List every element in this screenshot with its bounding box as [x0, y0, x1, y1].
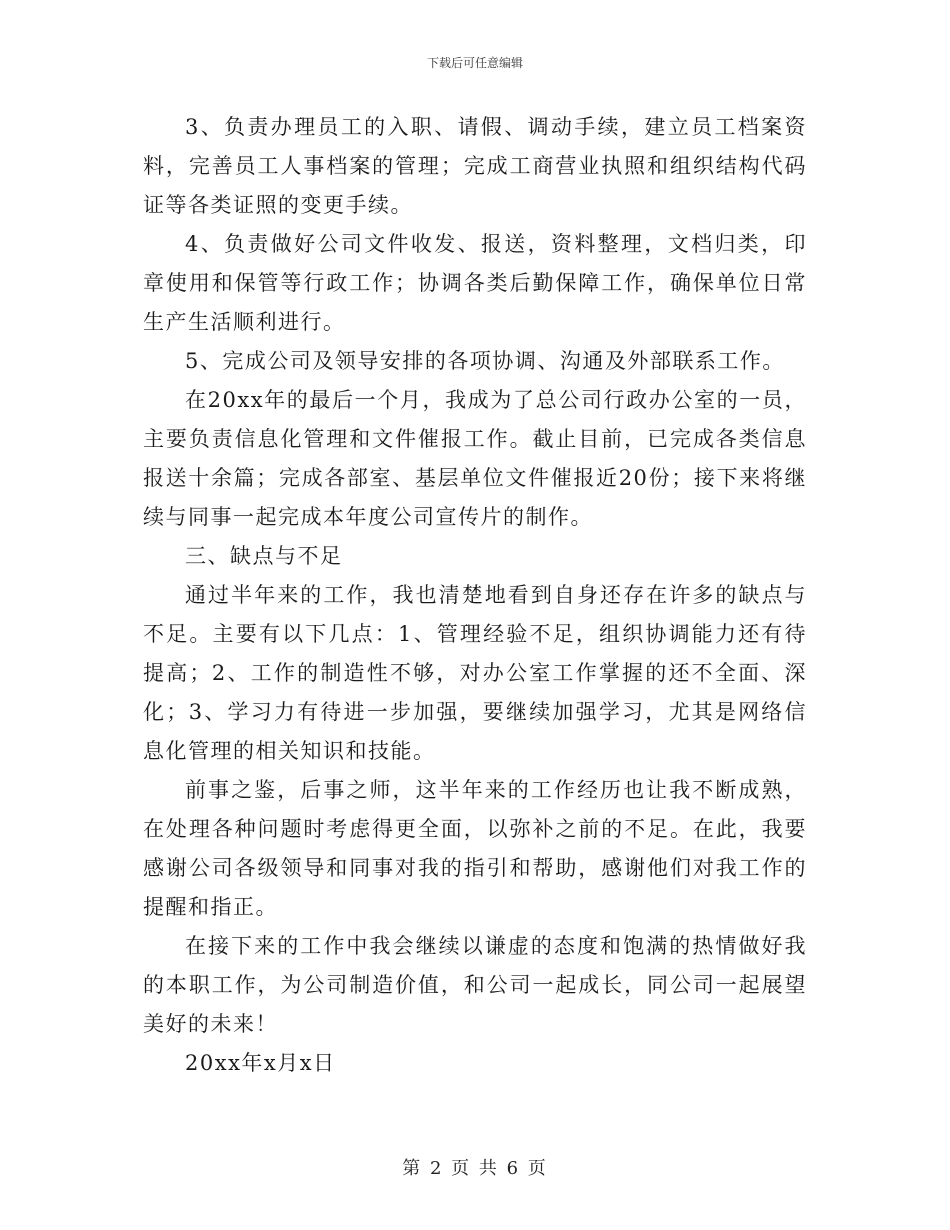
- paragraph-year-end: 在20xx年的最后一个月，我成为了总公司行政办公室的一员，主要负责信息化管理和文件催报工作。截止目前，已完成各类信息报送十余篇；完成各部室、基层单位文件催报近20份；接下来将继续与同事一起完成本年度公司宣传片的制作。: [143, 388, 807, 529]
- paragraph-shortcomings: 通过半年来的工作，我也清楚地看到自身还存在许多的缺点与不足。主要有以下几点：1、管理经验不足，组织协调能力还有待提高；2、工作的制造性不够，对办公室工作掌握的还不全面、深化；3、学习力有待进一步加强，要继续加强学习，尤其是网络信息化管理的相关知识和技能。: [143, 583, 807, 763]
- document-body: [143, 108, 807, 1083]
- header-note: 下载后可任意编辑: [426, 56, 523, 70]
- paragraph-closing: 在接下来的工作中我会继续以谦虚的态度和饱满的热情做好我的本职工作，为公司制造价值，和公司一起成长，同公司一起展望美好的未来！: [143, 934, 807, 1036]
- date-line: 20xx年x月x日: [185, 1051, 336, 1075]
- paragraph-duty-4: 4、负责做好公司文件收发、报送，资料整理，文档归类，印章使用和保管等行政工作；协调各类后勤保障工作，确保单位日常生产生活顺利进行。: [143, 232, 807, 334]
- paragraph-duty-3: 3、负责办理员工的入职、请假、调动手续，建立员工档案资料，完善员工人事档案的管理；完成工商营业执照和组织结构代码证等各类证照的变更手续。: [143, 115, 807, 217]
- page-number: 第 2 页 共 6 页: [402, 1158, 548, 1179]
- section-heading-shortcomings: 三、缺点与不足: [185, 544, 343, 568]
- paragraph-duty-5: 5、完成公司及领导安排的各项协调、沟通及外部联系工作。: [185, 349, 785, 373]
- paragraph-reflection: 前事之鉴，后事之师，这半年来的工作经历也让我不断成熟，在处理各种问题时考虑得更全面，以弥补之前的不足。在此，我要感谢公司各级领导和同事对我的指引和帮助，感谢他们对我工作的提醒和指正。: [143, 778, 807, 919]
